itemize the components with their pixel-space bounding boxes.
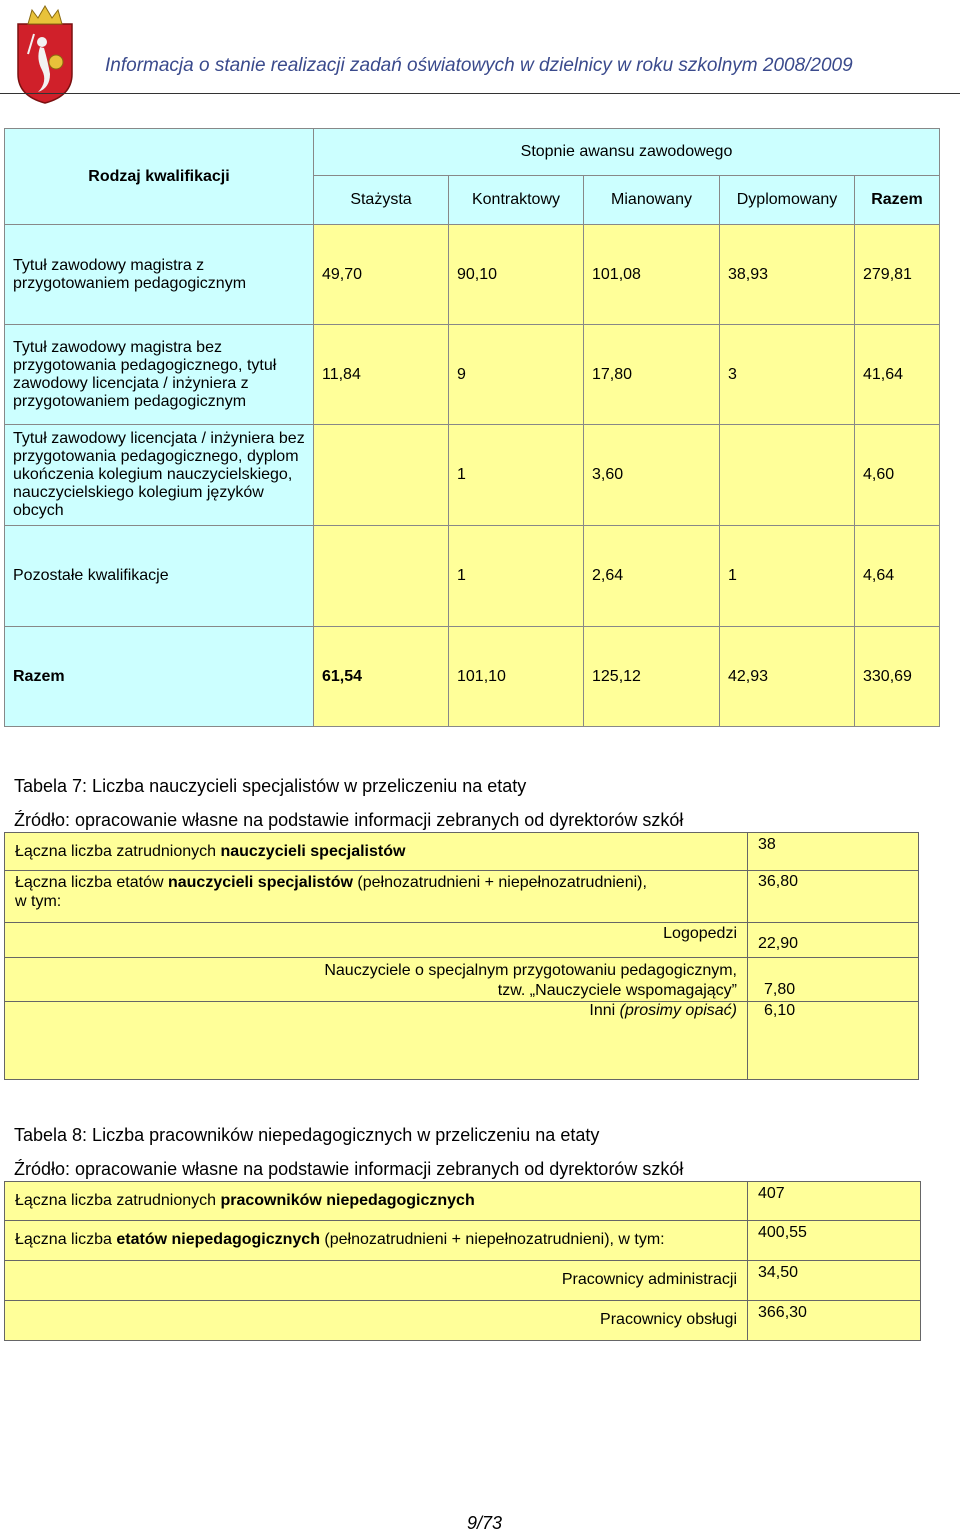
table-row: [5, 1301, 921, 1341]
row-label: Łączna liczba zatrudnionych nauczycieli specjalistów: [5, 833, 748, 871]
table-row: [5, 425, 940, 526]
cell-value: 22,90: [748, 923, 919, 958]
table7-source: Źródło: opracowanie własne na podstawie informacji zebranych od dyrektorów szkół: [14, 810, 684, 830]
cell-value: 42,93: [720, 627, 855, 727]
cell-value: 1: [449, 526, 584, 627]
cell-value: 34,50: [748, 1261, 921, 1301]
table-row: [5, 1221, 921, 1261]
cell-value: 7,80: [748, 958, 919, 1002]
row-label: Pracownicy obsługi: [5, 1301, 748, 1341]
row-label: Inni (prosimy opisać): [5, 1002, 748, 1080]
cell-value: 1: [720, 526, 855, 627]
table-row: [5, 923, 919, 958]
warsaw-coat-of-arms-logo: [14, 4, 76, 104]
cell-value: 49,70: [314, 225, 449, 325]
row-label: Razem: [5, 627, 314, 727]
cell-value: [314, 425, 449, 526]
cell-value: 366,30: [748, 1301, 921, 1341]
specialist-teachers-table: [4, 832, 919, 1080]
document-header-title: Informacja o stanie realizacji zadań oświatowych w dzielnicy w roku szkolnym 2008/2009: [105, 55, 853, 76]
cell-value: 90,10: [449, 225, 584, 325]
col-header-kontraktowy: Kontraktowy: [449, 176, 584, 225]
page-number: 9/73: [467, 1513, 503, 1533]
table8-caption: Tabela 8: Liczba pracowników niepedagogicznych w przeliczeniu na etaty: [14, 1125, 600, 1145]
cell-value: 101,08: [584, 225, 720, 325]
cell-value: 41,64: [855, 325, 940, 425]
cell-value: 101,10: [449, 627, 584, 727]
cell-value: [720, 425, 855, 526]
row-label: Pracownicy administracji: [5, 1261, 748, 1301]
table-row: [5, 833, 919, 871]
cell-value: 3: [720, 325, 855, 425]
row-label: Logopedzi: [5, 923, 748, 958]
group-header-promotion-levels: Stopnie awansu zawodowego: [314, 129, 940, 176]
col-header-stazysta: Stażysta: [314, 176, 449, 225]
cell-value: 2,64: [584, 526, 720, 627]
row-label: Łączna liczba etatów niepedagogicznych (pełnozatrudnieni + niepełnozatrudnieni), w tym:: [5, 1221, 748, 1261]
table-row: [5, 526, 940, 627]
row-label: Nauczyciele o specjalnym przygotowaniu pedagogicznym, tzw. „Nauczyciele wspomagający”: [5, 958, 748, 1002]
cell-value: 330,69: [855, 627, 940, 727]
col-header-dyplomowany: Dyplomowany: [720, 176, 855, 225]
cell-value: 36,80: [748, 871, 919, 923]
cell-value: 9: [449, 325, 584, 425]
cell-value: 1: [449, 425, 584, 526]
cell-value: 6,10: [748, 1002, 919, 1080]
table8-source: Źródło: opracowanie własne na podstawie informacji zebranych od dyrektorów szkół: [14, 1159, 684, 1179]
row-label: Tytuł zawodowy magistra bez przygotowania pedagogicznego, tytuł zawodowy licencjata / inżyniera z przygotowaniem pedagogicznym: [5, 325, 314, 425]
row-label: Łączna liczba zatrudnionych pracowników niepedagogicznych: [5, 1182, 748, 1221]
cell-value: 17,80: [584, 325, 720, 425]
row-label: Tytuł zawodowy magistra z przygotowaniem pedagogicznym: [5, 225, 314, 325]
table-row: [5, 1182, 921, 1221]
non-teaching-staff-table: [4, 1181, 921, 1341]
row-label: Łączna liczba etatów nauczycieli specjalistów (pełnozatrudnieni + niepełnozatrudnieni), w tym:: [5, 871, 748, 923]
cell-value: 400,55: [748, 1221, 921, 1261]
cell-value: 3,60: [584, 425, 720, 526]
table-row: [5, 871, 919, 923]
table-row: [5, 325, 940, 425]
cell-value: 125,12: [584, 627, 720, 727]
cell-value: 61,54: [314, 627, 449, 727]
cell-value: [314, 526, 449, 627]
table-row-total: [5, 627, 940, 727]
cell-value: 38,93: [720, 225, 855, 325]
cell-value: 11,84: [314, 325, 449, 425]
cell-value: 407: [748, 1182, 921, 1221]
col-header-razem: Razem: [855, 176, 940, 225]
table-row: [5, 1261, 921, 1301]
row-label: Pozostałe kwalifikacje: [5, 526, 314, 627]
cell-value: 4,60: [855, 425, 940, 526]
cell-value: 4,64: [855, 526, 940, 627]
cell-value: 279,81: [855, 225, 940, 325]
qualifications-table: [4, 128, 940, 727]
table7-caption: Tabela 7: Liczba nauczycieli specjalistów w przeliczeniu na etaty: [14, 776, 527, 796]
table-row: [5, 1002, 919, 1080]
header-divider: [0, 93, 960, 94]
table-row: [5, 958, 919, 1002]
table-row: [5, 225, 940, 325]
row-label: Tytuł zawodowy licencjata / inżyniera bez przygotowania pedagogicznego, dyplom ukończenia kolegium nauczycielskiego, nauczycielskiego kolegium języków obcych: [5, 425, 314, 526]
col-header-mianowany: Mianowany: [584, 176, 720, 225]
cell-value: 38: [748, 833, 919, 871]
col-header-qualification-kind: Rodzaj kwalifikacji: [5, 129, 314, 225]
